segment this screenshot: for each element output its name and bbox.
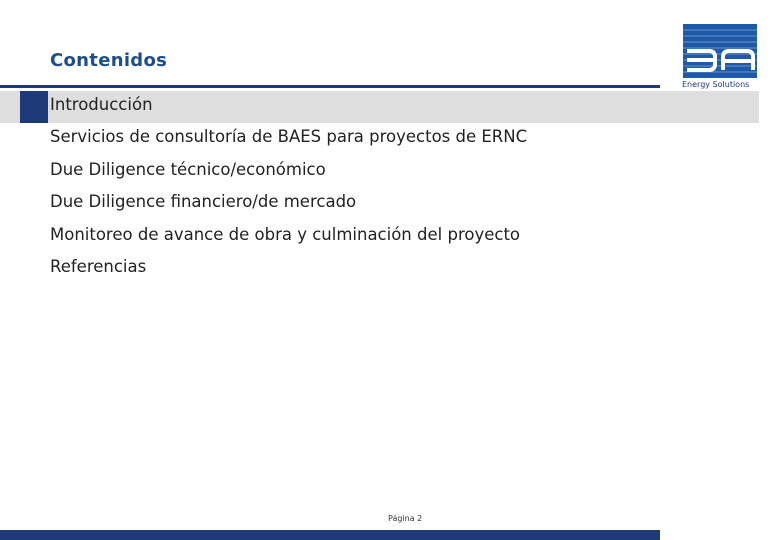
- toc-item-label: Introducción: [50, 95, 153, 114]
- logo-mark-icon: [683, 24, 757, 78]
- toc-item-label: Servicios de consultoría de BAES para proyectos de ERNC: [50, 127, 528, 146]
- active-marker: [20, 91, 48, 123]
- toc-item-label: Monitoreo de avance de obra y culminación del proyecto: [50, 224, 521, 244]
- page-title: Contenidos: [50, 50, 168, 71]
- toc-item-label: Due Diligence financiero/de mercado: [50, 192, 357, 212]
- toc-item-due-diligence-financiero[interactable]: [0, 188, 780, 221]
- toc-item-due-diligence-tecnico[interactable]: [0, 156, 780, 189]
- toc-item-label: Referencias: [50, 257, 147, 277]
- toc-item-servicios[interactable]: [0, 123, 780, 156]
- toc-item-monitoreo[interactable]: [0, 221, 780, 254]
- toc-item-referencias[interactable]: [0, 253, 780, 286]
- logo-caption: Energy Solutions: [682, 80, 750, 89]
- toc-item-introduccion[interactable]: [0, 91, 759, 123]
- page-number: Página 2: [388, 514, 423, 523]
- toc-item-label: Due Diligence técnico/económico: [50, 159, 326, 179]
- title-rule: [0, 85, 660, 88]
- table-of-contents: [0, 91, 780, 286]
- company-logo: [683, 24, 757, 78]
- footer-bar: [0, 530, 660, 540]
